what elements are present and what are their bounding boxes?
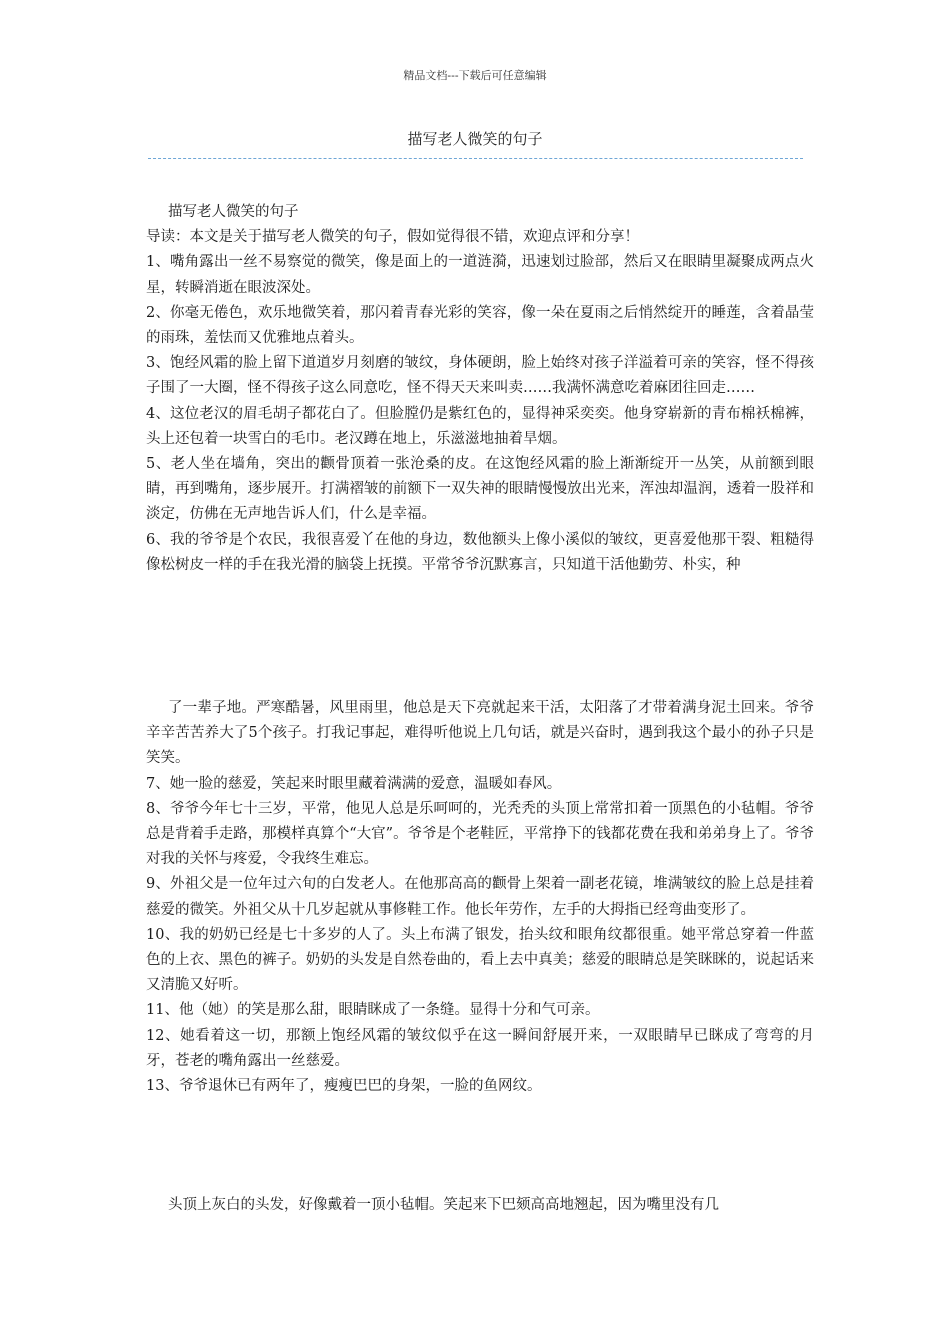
sentence-item-5: 5、老人坐在墙角，突出的颧骨顶着一张沧桑的皮。在这饱经风霜的脸上渐渐绽开一丛笑，从前额到眼睛，再到嘴角，逐步展开。打满褶皱的前额下一双失神的眼睛慢慢放出光来，浑浊却温润，透着一股祥和淡定，仿佛在无声地告诉人们，什么是幸福。: [146, 456, 814, 523]
sentence-item-9: 9、外祖父是一位年过六旬的白发老人。在他那高高的颧骨上架着一副老花镜，堆满皱纹的脸上总是挂着慈爱的微笑。外祖父从十几岁起就从事修鞋工作。他长年劳作，左手的大拇指已经弯曲变形了。: [146, 876, 814, 918]
document-title: 描写老人微笑的句子: [407, 130, 543, 148]
text-block-1: [146, 200, 814, 578]
sentence-item-11: 11、他（她）的笑是那么甜，眼睛眯成了一条缝。显得十分和气可亲。: [146, 1002, 600, 1019]
sentence-item-6-continued: 了一辈子地。严寒酷暑，风里雨里，他总是天下亮就起来干活，太阳落了才带着满身泥土回来。爷爷辛辛苦苦养大了5个孩子。打我记事起，难得听他说上几句话，就是兴奋时，遇到我这个最小的孙子只是笑笑。: [146, 700, 814, 767]
sentence-item-13: 13、爷爷退休已有两年了，瘦瘦巴巴的身架，一脸的鱼网纹。: [146, 1078, 542, 1095]
text-block-3: [146, 1193, 814, 1218]
sentence-item-7: 7、她一脸的慈爱，笑起来时眼里藏着满满的爱意，温暖如春风。: [146, 775, 562, 792]
sentence-item-12: 12、她看着这一切，那额上饱经风霜的皱纹似乎在这一瞬间舒展开来，一双眼睛早已眯成了弯弯的月牙，苍老的嘴角露出一丝慈爱。: [146, 1027, 814, 1069]
text-block-2: [146, 696, 814, 1099]
sentence-item-2: 2、你毫无倦色，欢乐地微笑着，那闪着青春光彩的笑容，像一朵在夏雨之后悄然绽开的睡莲，含着晶莹的雨珠，羞怯而又优雅地点着头。: [146, 304, 814, 347]
header-note: 精品文档---下载后可任意编辑: [403, 69, 547, 82]
sentence-item-13-continued: 头顶上灰白的头发，好像戴着一顶小毡帽。笑起来下巴颏高高地翘起，因为嘴里没有几: [168, 1197, 719, 1213]
sentence-item-10: 10、我的奶奶已经是七十多岁的人了。头上布满了银发，抬头纹和眼角纹都很重。她平常总穿着一件蓝色的上衣、黑色的裤子。奶奶的头发是自然卷曲的，看上去中真美；慈爱的眼睛总是笑眯眯的，说起话来又清脆又好听。: [146, 926, 814, 994]
sentence-item-4: 4、这位老汉的眉毛胡子都花白了。但脸膛仍是紫红色的，显得神采奕奕。他身穿崭新的青布棉袄棉裤，头上还包着一块雪白的毛巾。老汉蹲在地上，乐滋滋地抽着旱烟。: [146, 405, 814, 447]
sentence-item-1: 1、嘴角露出一丝不易察觉的微笑，像是面上的一道涟漪，迅速划过脸部，然后又在眼睛里凝聚成两点火星，转瞬消逝在眼波深处。: [146, 254, 814, 296]
dashed-divider: [148, 158, 803, 159]
sentence-item-6: 6、我的爷爷是个农民，我很喜爱丫在他的身边，数他额头上像小溪似的皱纹，更喜爱他那干裂、粗糙得像松树皮一样的手在我光滑的脑袋上抚摸。平常爷爷沉默寡言，只知道干活他勤劳、朴实，种: [146, 531, 814, 573]
sentence-item-3: 3、饱经风霜的脸上留下道道岁月刻磨的皱纹，身体硬朗，脸上始终对孩子洋溢着可亲的笑容，怪不得孩子围了一大圈，怪不得孩子这么同意吃，怪不得天天来叫卖……我满怀满意吃着麻团往回走……: [146, 355, 814, 397]
intro-paragraph: 导读：本文是关于描写老人微笑的句子，假如觉得很不错，欢迎点评和分享！: [146, 229, 639, 246]
section-heading: 描写老人微笑的句子: [168, 204, 299, 220]
sentence-item-8: 8、爷爷今年七十三岁，平常，他见人总是乐呵呵的，光秃秃的头顶上常常扣着一顶黑色的小毡帽。爷爷总是背着手走路，那模样真算个“大官”。爷爷是个老鞋匠，平常挣下的钱都花费在我和弟弟身上了。爷爷对我的关怀与疼爱，令我终生难忘。: [146, 800, 814, 868]
